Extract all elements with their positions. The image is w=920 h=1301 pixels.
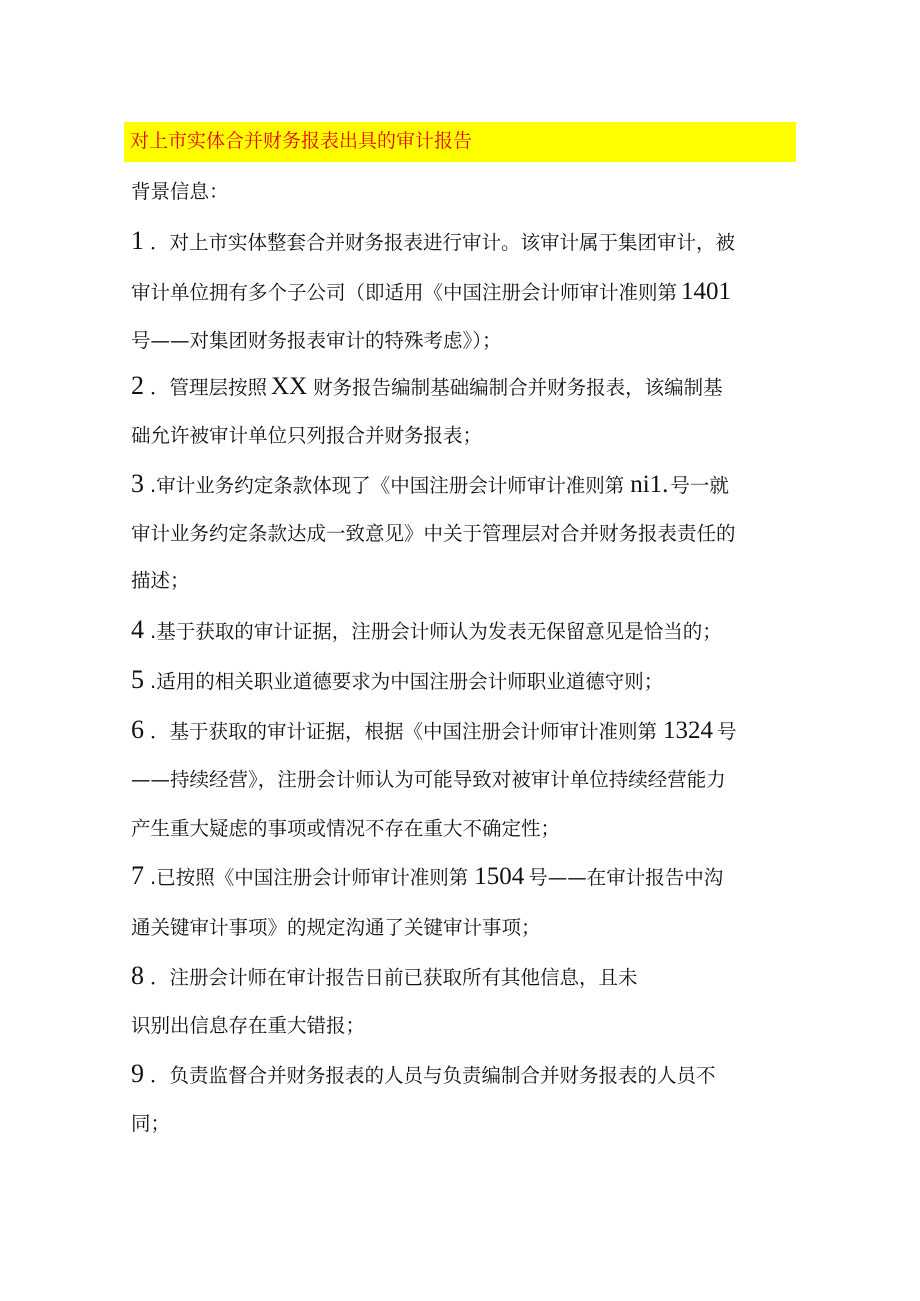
item-9-line-1: 9 ．负责监督合并财务报表的人员与负责编制合并财务报表的人员不 (131, 1059, 716, 1088)
item-2-number: 2 (131, 371, 144, 400)
item-1-number: 1 (131, 226, 144, 255)
item-1-line-2: 审计单位拥有多个子公司（即适用《中国注册会计师审计准则第 1401 (131, 278, 732, 305)
item-7-number: 7 (131, 861, 144, 890)
item-1-code: 1401 (681, 278, 732, 305)
item-3-number: 3 (131, 469, 144, 498)
item-9-number: 9 (131, 1059, 144, 1088)
item-1-line-3: 号——对集团财务报表审计的特殊考虑》）； (131, 329, 502, 352)
item-6-line-3: 产生重大疑虑的事项或情况不存在重大不确定性； (131, 817, 561, 840)
item-3-line-1: 3 .审计业务约定条款体现了《中国注册会计师审计准则第 ni1. 号一就 (131, 469, 729, 498)
item-8-number: 8 (131, 961, 144, 990)
item-9-line-2: 同； (131, 1112, 171, 1135)
item-5-number: 5 (131, 665, 144, 694)
item-6-number: 6 (131, 715, 144, 744)
item-7-code: 1504 (474, 863, 525, 890)
item-2-code: XX (271, 373, 308, 400)
document-title-highlight (124, 122, 796, 162)
item-3-line-2: 审计业务约定条款达成一致意见》中关于管理层对合并财务报表责任的 (131, 522, 736, 545)
item-7-line-1: 7 .已按照《中国注册会计师审计准则第 1504 号——在审计报告中沟 (131, 861, 724, 890)
item-6-line-1: 6 ．基于获取的审计证据，根据《中国注册会计师审计准则第 1324 号 (131, 715, 737, 744)
item-8-line-2: 识别出信息存在重大错报； (131, 1014, 366, 1037)
item-7-line-2: 通关键审计事项》的规定沟通了关键审计事项； (131, 916, 541, 939)
item-8-line-1: 8 ．注册会计师在审计报告日前已获取所有其他信息，且未 (131, 961, 638, 990)
item-4-line-1: 4 .基于获取的审计证据，注册会计师认为发表无保留意见是恰当的； (131, 615, 722, 644)
item-2-line-1: 2 ．管理层按照 XX 财务报告编制基础编制合并财务报表，该编制基 (131, 371, 723, 400)
item-6-code: 1324 (663, 717, 714, 744)
background-label: 背景信息： (131, 180, 229, 203)
item-3-code: ni1. (630, 471, 669, 498)
item-3-line-3: 描述； (131, 569, 190, 592)
item-4-number: 4 (131, 615, 144, 644)
item-2-line-2: 础允许被审计单位只列报合并财务报表； (131, 424, 483, 447)
item-5-line-1: 5 .适用的相关职业道德要求为中国注册会计师职业道德守则； (131, 665, 664, 694)
item-1-line-1: 1 ．对上市实体整套合并财务报表进行审计。该审计属于集团审计，被 (131, 226, 736, 255)
item-6-line-2: ——持续经营》，注册会计师认为可能导致对被审计单位持续经营能力 (131, 768, 726, 791)
document-title: 对上市实体合并财务报表出具的审计报告 (130, 130, 473, 152)
